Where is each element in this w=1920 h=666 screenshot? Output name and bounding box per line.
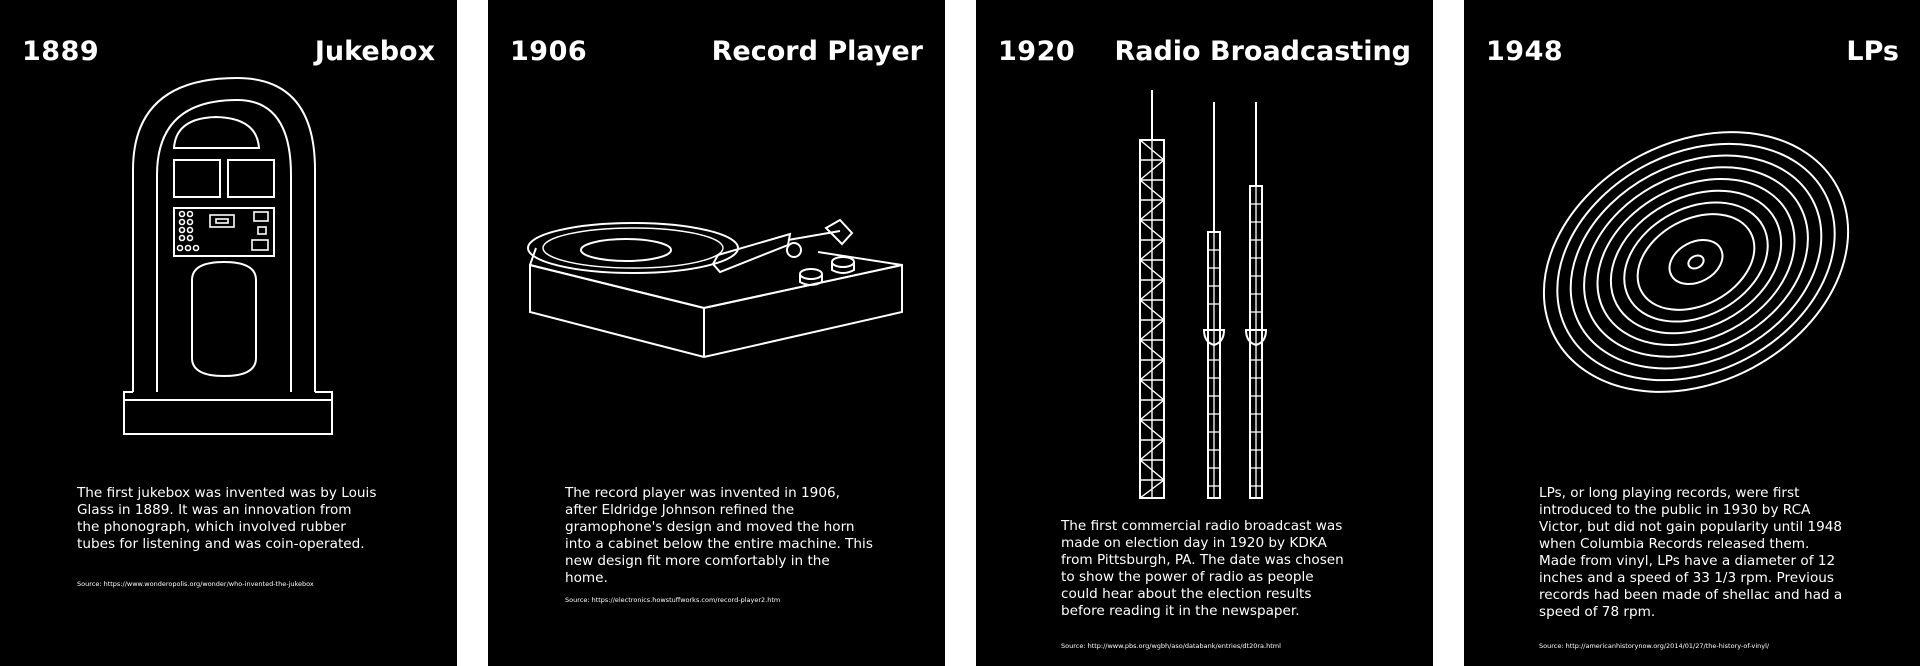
- poster-description: LPs, or long playing records, were first introduced to the public in 1930 by RCA Victor, but did not gain popularity until 1948 when Columbia Records released them. Made from vinyl, LPs have a diameter of 12 inches and a speed of 33 1/3 rpm. Previous records had been made of shellac and had a speed of 78 rpm.: [1539, 485, 1843, 620]
- poster-title: Record Player: [711, 36, 923, 67]
- poster-source: Source: http://americanhistorynow.org/2014/01/27/the-history-of-vinyl/: [1539, 642, 1770, 650]
- poster-description: The first jukebox was invented was by Louis Glass in 1889. It was an innovation from the phonograph, which involved rubber tubes for listening and was coin-operated.: [77, 485, 377, 552]
- poster-jukebox: [0, 0, 457, 666]
- poster-description: The record player was invented in 1906, after Eldridge Johnson refined the gramophone's design and moved the horn into a cabinet below the entire machine. This new design fit more comfortably in the home.: [565, 485, 873, 586]
- poster-year: 1948: [1486, 36, 1564, 67]
- poster-description: The first commercial radio broadcast was made on election day in 1920 by KDKA from Pittsburgh, PA. The date was chosen to show the power of radio as people could hear about the election results before reading it in the newspaper.: [1061, 518, 1344, 619]
- poster-title: LPs: [1846, 36, 1899, 67]
- poster-title: Radio Broadcasting: [1114, 36, 1411, 67]
- jukebox-icon: [0, 0, 457, 666]
- poster-source: Source: https://electronics.howstuffworks.com/record-player2.htm: [565, 596, 781, 604]
- poster-lps: [1464, 0, 1920, 666]
- poster-record-player: [488, 0, 945, 666]
- poster-source: Source: http://www.pbs.org/wgbh/aso/databank/entries/dt20ra.html: [1061, 642, 1281, 650]
- poster-year: 1889: [22, 36, 100, 67]
- poster-year: 1906: [510, 36, 588, 67]
- poster-radio-broadcasting: [976, 0, 1433, 666]
- poster-year: 1920: [998, 36, 1076, 67]
- poster-source: Source: https://www.wonderopolis.org/wonder/who-invented-the-jukebox: [77, 580, 314, 588]
- poster-title: Jukebox: [314, 36, 435, 67]
